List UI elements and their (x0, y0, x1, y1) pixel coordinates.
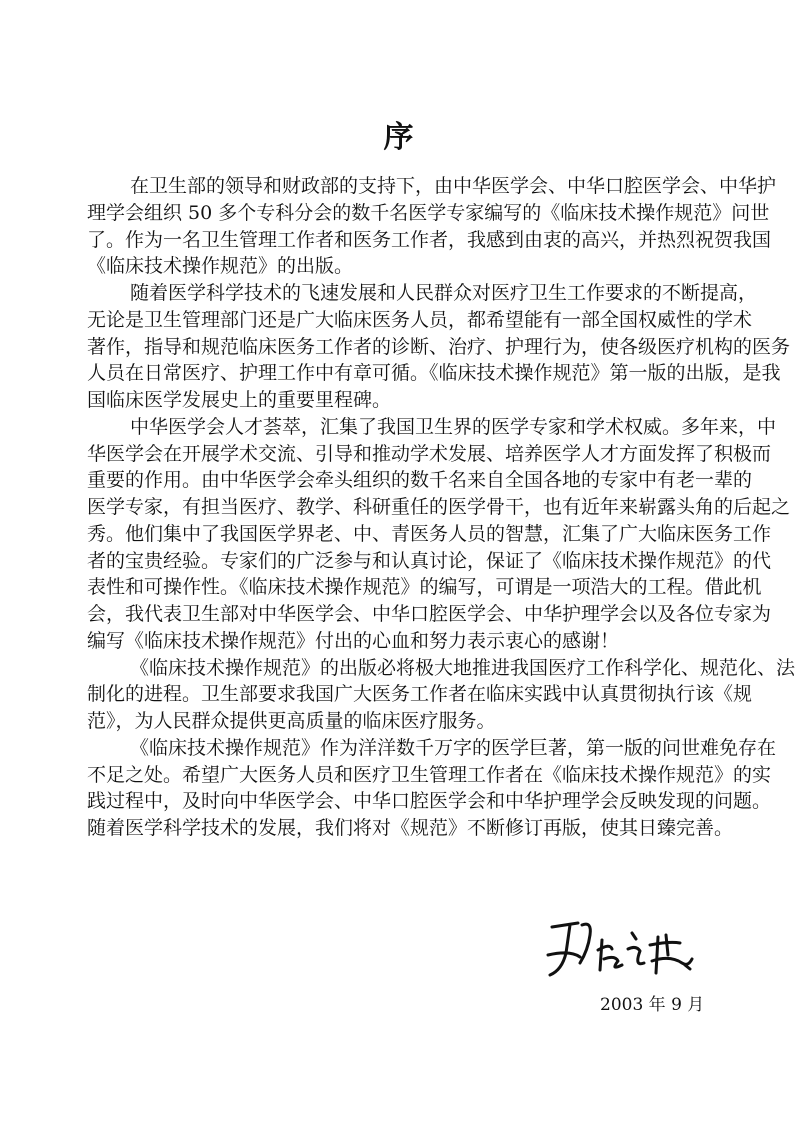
paragraph (87, 735, 777, 842)
text-line: 理学会组织 50 多个专科分会的数千名医学专家编写的《临床技术操作规范》问世 (87, 201, 770, 224)
paragraph (87, 173, 777, 280)
text-line: 在卫生部的领导和财政部的支持下，由中华医学会、中华口腔医学会、中华护 (130, 175, 777, 197)
text-line: 《临床技术操作规范》的出版。 (87, 255, 354, 278)
text-line: 不足之处。希望广大医务人员和医疗卫生管理工作者在《临床技术操作规范》的实 (87, 763, 772, 786)
paragraph (87, 655, 796, 735)
text-line: 中华医学会人才荟萃，汇集了我国卫生界的医学专家和学术权威。多年来，中 (130, 415, 777, 438)
text-line: 著作，指导和规范临床医务工作者的诊断、治疗、护理行为，使各级医疗机构的医务 (87, 335, 791, 358)
page-title: 序 (383, 120, 414, 155)
text-line: 随着医学科学技术的发展，我们将对《规范》不断修订再版，使其日臻完善。 (87, 817, 734, 839)
text-line: 者的宝贵经验。专家们的广泛参与和认真讨论，保证了《临床技术操作规范》的代 (87, 549, 772, 572)
handwritten-signature (540, 915, 720, 985)
text-line: 制化的进程。卫生部要求我国广大医务工作者在临床实践中认真贯彻执行该《规 (87, 683, 753, 706)
text-line: 编写《临床技术操作规范》付出的心血和努力表示衷心的感谢！ (87, 629, 620, 652)
text-line: 人员在日常医疗、护理工作中有章可循。《临床技术操作规范》第一版的出版，是我 (87, 362, 781, 385)
preface-body (87, 173, 796, 842)
paragraph (87, 280, 791, 414)
text-line: 会，我代表卫生部对中华医学会、中华口腔医学会、中华护理学会以及各位专家为 (87, 603, 772, 625)
text-line: 《临床技术操作规范》的出版必将极大地推进我国医疗工作科学化、规范化、法 (130, 656, 796, 679)
date: 2003 年 9 月 (600, 995, 705, 1015)
text-line: 医学专家，有担当医疗、教学、科研重任的医学骨干，也有近年来崭露头角的后起之 (87, 496, 791, 518)
text-line: 国临床医学发展史上的重要里程碑。 (87, 389, 392, 411)
text-line: 《临床技术操作规范》作为洋洋数千万字的医学巨著，第一版的问世难免存在 (130, 736, 777, 759)
text-line: 重要的作用。由中华医学会牵头组织的数千名来自全国各地的专家中有老一辈的 (87, 469, 753, 492)
text-line: 范》，为人民群众提供更高质量的临床医疗服务。 (87, 710, 496, 732)
text-line: 随着医学科学技术的飞速发展和人民群众对医疗卫生工作要求的不断提高， (130, 282, 758, 304)
text-line: 表性和可操作性。《临床技术操作规范》的编写，可谓是一项浩大的工程。借此机 (87, 576, 762, 599)
text-line: 无论是卫生管理部门还是广大临床医务人员，都希望能有一部全国权威性的学术 (87, 308, 753, 331)
paragraph (87, 414, 791, 655)
text-line: 践过程中，及时向中华医学会、中华口腔医学会和中华护理学会反映发现的问题。 (87, 790, 772, 813)
text-line: 了。作为一名卫生管理工作者和医务工作者，我感到由衷的高兴，并热烈祝贺我国 (87, 228, 772, 251)
text-line: 秀。他们集中了我国医学界老、中、青医务人员的智慧，汇集了广大临床医务工作 (87, 522, 772, 545)
text-line: 华医学会在开展学术交流、引导和推动学术发展、培养医学人才方面发挥了积极而 (87, 442, 772, 465)
